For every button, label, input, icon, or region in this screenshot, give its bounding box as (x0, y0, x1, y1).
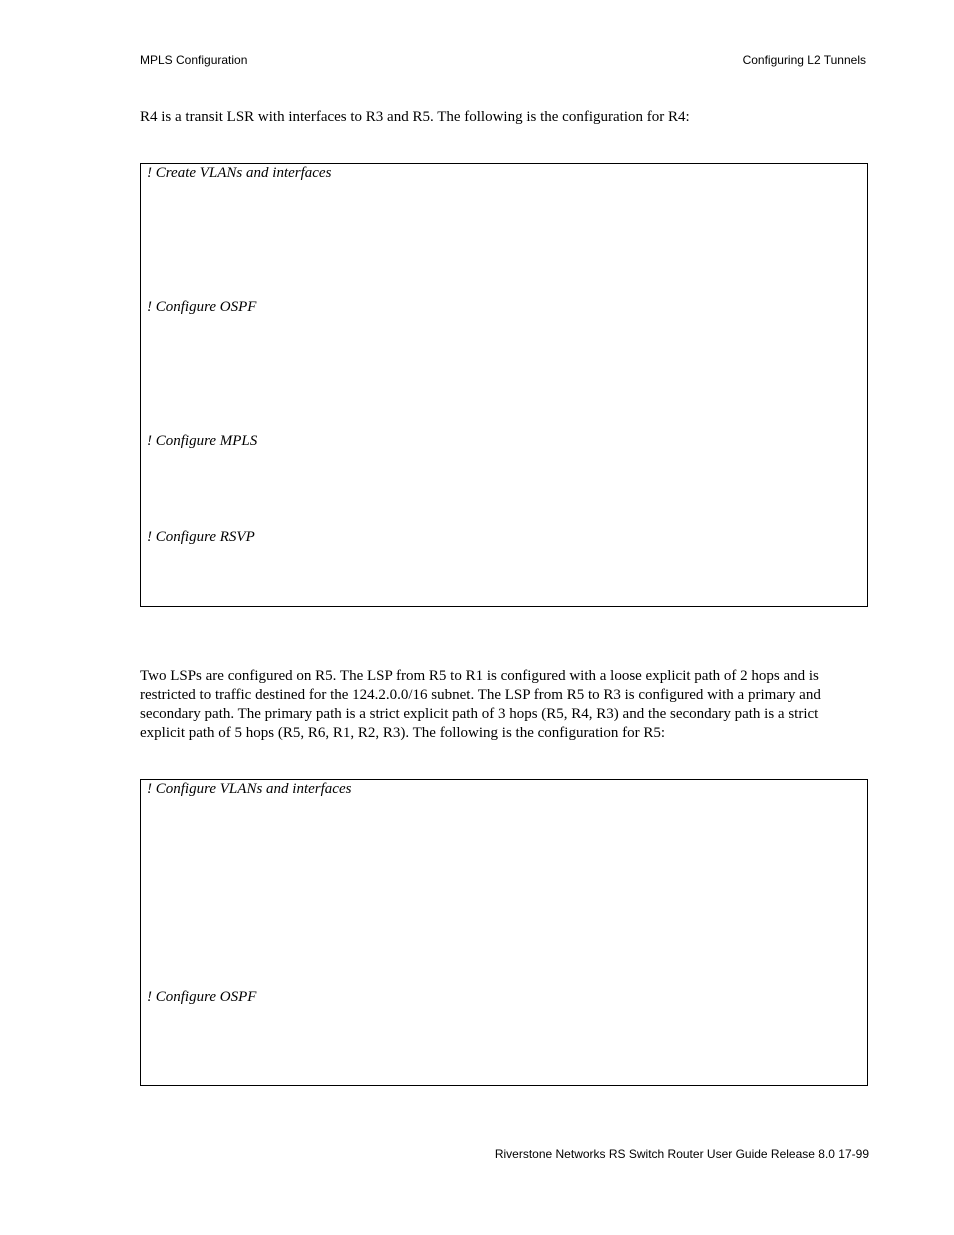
running-header-section: MPLS Configuration (140, 53, 248, 67)
r4-comment-ospf: ! Configure OSPF (147, 299, 257, 315)
r5-intro-paragraph: Two LSPs are configured on R5. The LSP from R5 to R1 is configured with a loose explicit path of 2 hops and is restricted to traffic destined for the 124.2.0.0/16 subnet. The LSP from R5 to R3 is configured with a primary and secondary path. The primary path is a strict explicit path of 3 hops (R5, R4, R3) and the secondary path is a strict explicit path of 5 hops (R5, R6, R1, R2, R3). The following is the configuration for R5: (140, 668, 821, 741)
running-header-chapter: Configuring L2 Tunnels (742, 53, 866, 67)
r5-config-box (140, 779, 868, 1086)
running-footer: Riverstone Networks RS Switch Router User Guide Release 8.0 17-99 (494, 1147, 869, 1161)
r4-config-box (140, 163, 868, 607)
r4-comment-vlans: ! Create VLANs and interfaces (147, 165, 332, 181)
r5-comment-ospf: ! Configure OSPF (147, 989, 257, 1005)
r4-comment-mpls: ! Configure MPLS (147, 433, 258, 449)
r4-intro-paragraph: R4 is a transit LSR with interfaces to R3 and R5. The following is the configuration for R4: (140, 109, 690, 125)
r4-comment-rsvp: ! Configure RSVP (147, 529, 255, 545)
r5-comment-vlans: ! Configure VLANs and interfaces (147, 781, 352, 797)
